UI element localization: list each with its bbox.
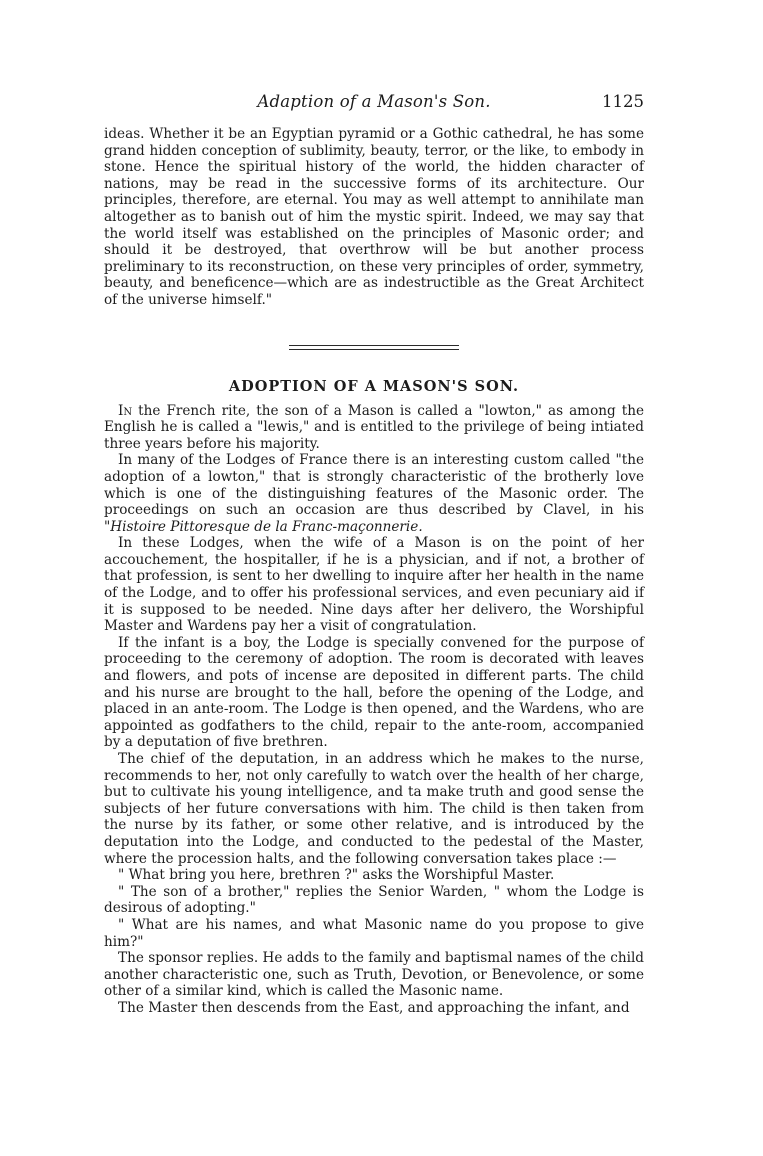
running-title: Adaption of a Mason's Son. — [257, 92, 491, 111]
divider-rule-top — [289, 345, 459, 346]
dialogue-line: " The son of a brother," replies the Senior Warden, " whom the Lodge is desirous of adopting." — [104, 883, 644, 917]
article-title: ADOPTION OF A MASON'S SON. — [228, 377, 520, 395]
dialogue-line: " What are his names, and what Masonic name do you propose to give him?" — [104, 916, 644, 950]
divider-rule-bottom — [289, 349, 459, 350]
book-page — [104, 92, 644, 1017]
article-paragraph — [104, 452, 644, 535]
paragraph-text: the French rite, the son of a Mason is called a "lowton," as among the English he is called a "lewis," and is entitled to the privilege of being intiated three years before his majority. — [104, 402, 644, 452]
drop-lead-word: In — [118, 402, 133, 419]
article-paragraph: If the infant is a boy, the Lodge is specially convened for the purpose of proceeding to the ceremony of adoption. The room is decorated with leaves and flowers, and pots of incense are deposited in different parts. The child and his nurse are brought to the hall, before the opening of the Lodge, and placed in an ante-room. The Lodge is then opened, and the Wardens, who are appointed as godfathers to the child, repair to the ante-room, accompanied by a deputation of five brethren. — [104, 634, 644, 751]
dialogue-line: " What bring you here, brethren ?" asks the Worshipful Master. — [118, 867, 555, 884]
article-paragraph: The chief of the deputation, in an address which he makes to the nurse, recommends to her, not only carefully to watch over the health of her charge, but to cultivate his young intelligence, and ta make truth and good sense the subjects of her future conversations with him. The child is then taken from the nurse by its father, or some other relative, and is introduced by the deputation into the Lodge, and conducted to the pedestal of the Master, where the procession halts, and the following conversation takes place :— — [104, 751, 644, 867]
page-number: 1125 — [602, 92, 644, 111]
book-title-italic: Histoire Pittoresque de la Franc-maçonnerie. — [110, 518, 423, 535]
article-paragraph: The sponsor replies. He adds to the family and baptismal names of the child another characteristic one, such as Truth, Devotion, or Benevolence, or some other of a similar kind, which is called the Masonic name. — [104, 950, 644, 1000]
article-paragraph — [104, 403, 644, 453]
article-paragraph: The Master then descends from the East, and approaching the infant, and — [118, 999, 630, 1016]
previous-article-closing-paragraph: ideas. Whether it be an Egyptian pyramid or a Gothic cathedral, he has some grand hidden conception of sublimity, beauty, terror, or the like, to embody in stone. Hence the spiritual history of the world, the hidden character of nations, may be read in the successive forms of its architecture. Our principles, therefore, are eternal. You may as well attempt to annihilate man altogether as to banish out of him the mystic spirit. Indeed, we may say that the world itself was established on the principles of Masonic order; and should it be destroyed, that overthrow will be but another process preliminary to its reconstruction, on these very principles of order, symmetry, beauty, and beneficence—which are as indestructible as the Great Architect of the universe himself." — [104, 126, 644, 308]
running-head — [104, 92, 644, 118]
paragraph-text: In many of the Lodges of France there is an interesting custom called "the adoption of a lowton," that is strongly characteristic of the brotherly love which is one of the distinguishing features of the Masonic order. The proceedings on such an occasion are thus described by Clavel, in his " — [104, 452, 644, 535]
section-divider — [289, 345, 459, 350]
article-paragraph: In these Lodges, when the wife of a Mason is on the point of her accouchement, the hospitaller, if he is a physician, and if not, a brother of that profession, is sent to her dwelling to inquire after her health in the name of the Lodge, and to offer his professional services, and even pecuniary aid if it is supposed to be needed. Nine days after her delivero, the Worshipful Master and Wardens pay her a visit of congratulation. — [104, 535, 644, 635]
